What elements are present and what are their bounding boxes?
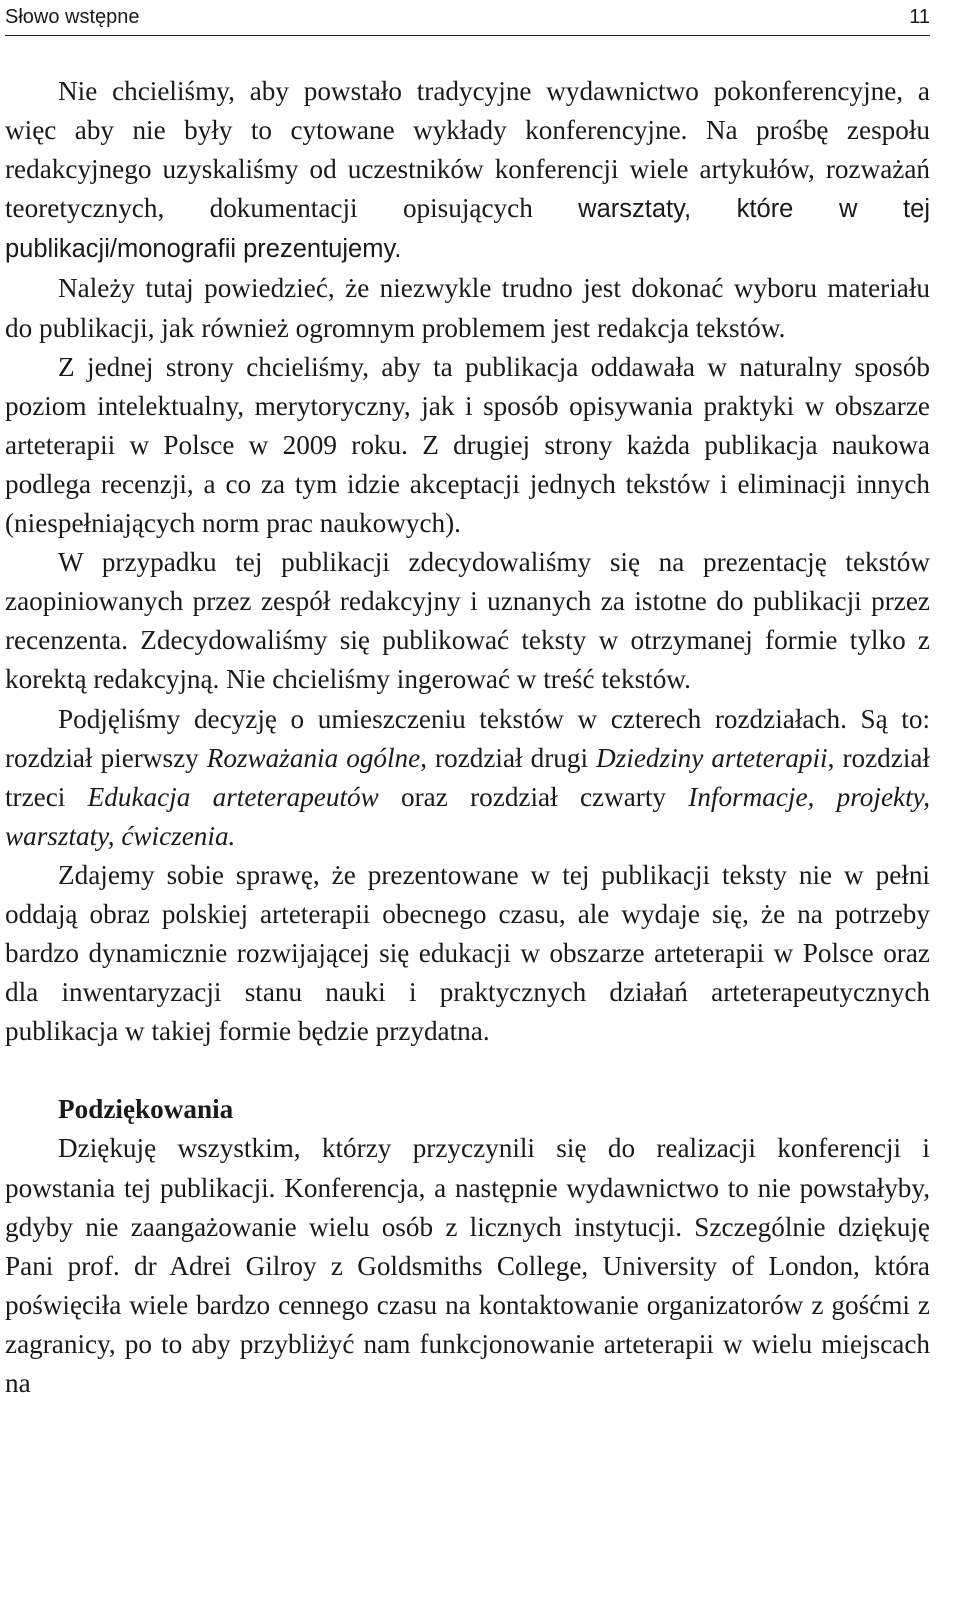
- paragraph-text-sans: warsztaty, które w tej publikacji/monografii prezentujemy.: [5, 195, 930, 264]
- chapter-title: Słowo wstępne: [5, 6, 140, 28]
- paragraph-text: oraz rozdział czwarty: [378, 781, 689, 812]
- paragraph-text: Nie chcieliśmy, aby powstało tradycyjne wydawnictwo pokonferencyjne, a więc aby nie były to cytowane wykłady konferencyjne. Na prośbę zespołu redakcyjnego uzyskaliśmy od uczestników konferencji wiele artykułów, rozważań teoretycznych, dokumentacji opisujących: [5, 76, 930, 224]
- page-number: 11: [909, 6, 930, 28]
- paragraph: [5, 700, 930, 856]
- chapter-name: Edukacja arteterapeutów: [87, 781, 379, 812]
- section-heading: Podziękowania: [58, 1094, 234, 1125]
- paragraph-text: , rozdział drugi: [420, 742, 597, 773]
- paragraph: Dziękuję wszystkim, którzy przyczynili się do realizacji konferencji i powstania tej publikacji. Konferencja, a następnie wydawnictwo to nie powstałyby, gdyby nie zaangażowanie wielu osób z licznych instytucji. Szczególnie dziękuję Pani prof. dr Adrei Gilroy z Goldsmiths College, University of London, która poświęciła wiele bardzo cennego czasu na kontaktowanie organizatorów z gośćmi z zagranicy, po to aby przybliżyć nam funkcjonowanie arteterapii w wielu miejscach na: [5, 1133, 930, 1398]
- chapter-name: Rozważania ogólne: [206, 742, 421, 773]
- chapter-name: Dziedziny arteterapii: [596, 742, 828, 773]
- paragraph-text: Podjęliśmy decyzję o umieszczeniu tekstów w czterech rozdziałach. Są to: rozdział pierwszy: [5, 703, 930, 773]
- paragraph: Zdajemy sobie sprawę, że prezentowane w tej publikacji teksty nie w pełni oddają obraz polskiej arteterapii obecnego czasu, ale wydaje się, że na potrzeby bardzo dynamicznie rozwijającej się edukacji w obszarze arteterapii w Polsce oraz dla inwentaryzacji stanu nauki i praktycznych działań arteterapeutycznych publikacja w takiej formie będzie przydatna.: [5, 859, 930, 1047]
- paragraph-text: , rozdział trzeci: [5, 742, 930, 812]
- paragraph: Z jednej strony chcieliśmy, aby ta publikacja oddawała w naturalny sposób poziom intelektualny, merytoryczny, jak i sposób opisywania praktyki w obszarze arteterapii w Polsce w 2009 roku. Z drugiej strony każda publikacja naukowa podlega recenzji, a co za tym idzie akceptacji jednych tekstów i eliminacji innych (niespełniających norm prac naukowych).: [5, 351, 930, 539]
- paragraph: [5, 72, 930, 269]
- chapter-name: Informacje, projekty, warsztaty, ćwiczenia.: [5, 781, 931, 851]
- running-header: [5, 0, 930, 36]
- paragraph: W przypadku tej publikacji zdecydowaliśmy się na prezentację tekstów zaopiniowanych przez zespół redakcyjny i uznanych za istotne do publikacji przez recenzenta. Zdecydowaliśmy się publikować teksty w otrzymanej formie tylko z korektą redakcyjną. Nie chcieliśmy ingerować w treść tekstów.: [5, 547, 930, 695]
- body-text: [5, 72, 930, 1403]
- paragraph: Należy tutaj powiedzieć, że niezwykle trudno jest dokonać wyboru materiału do publikacji, jak również ogromnym problemem jest redakcja tekstów.: [5, 273, 930, 343]
